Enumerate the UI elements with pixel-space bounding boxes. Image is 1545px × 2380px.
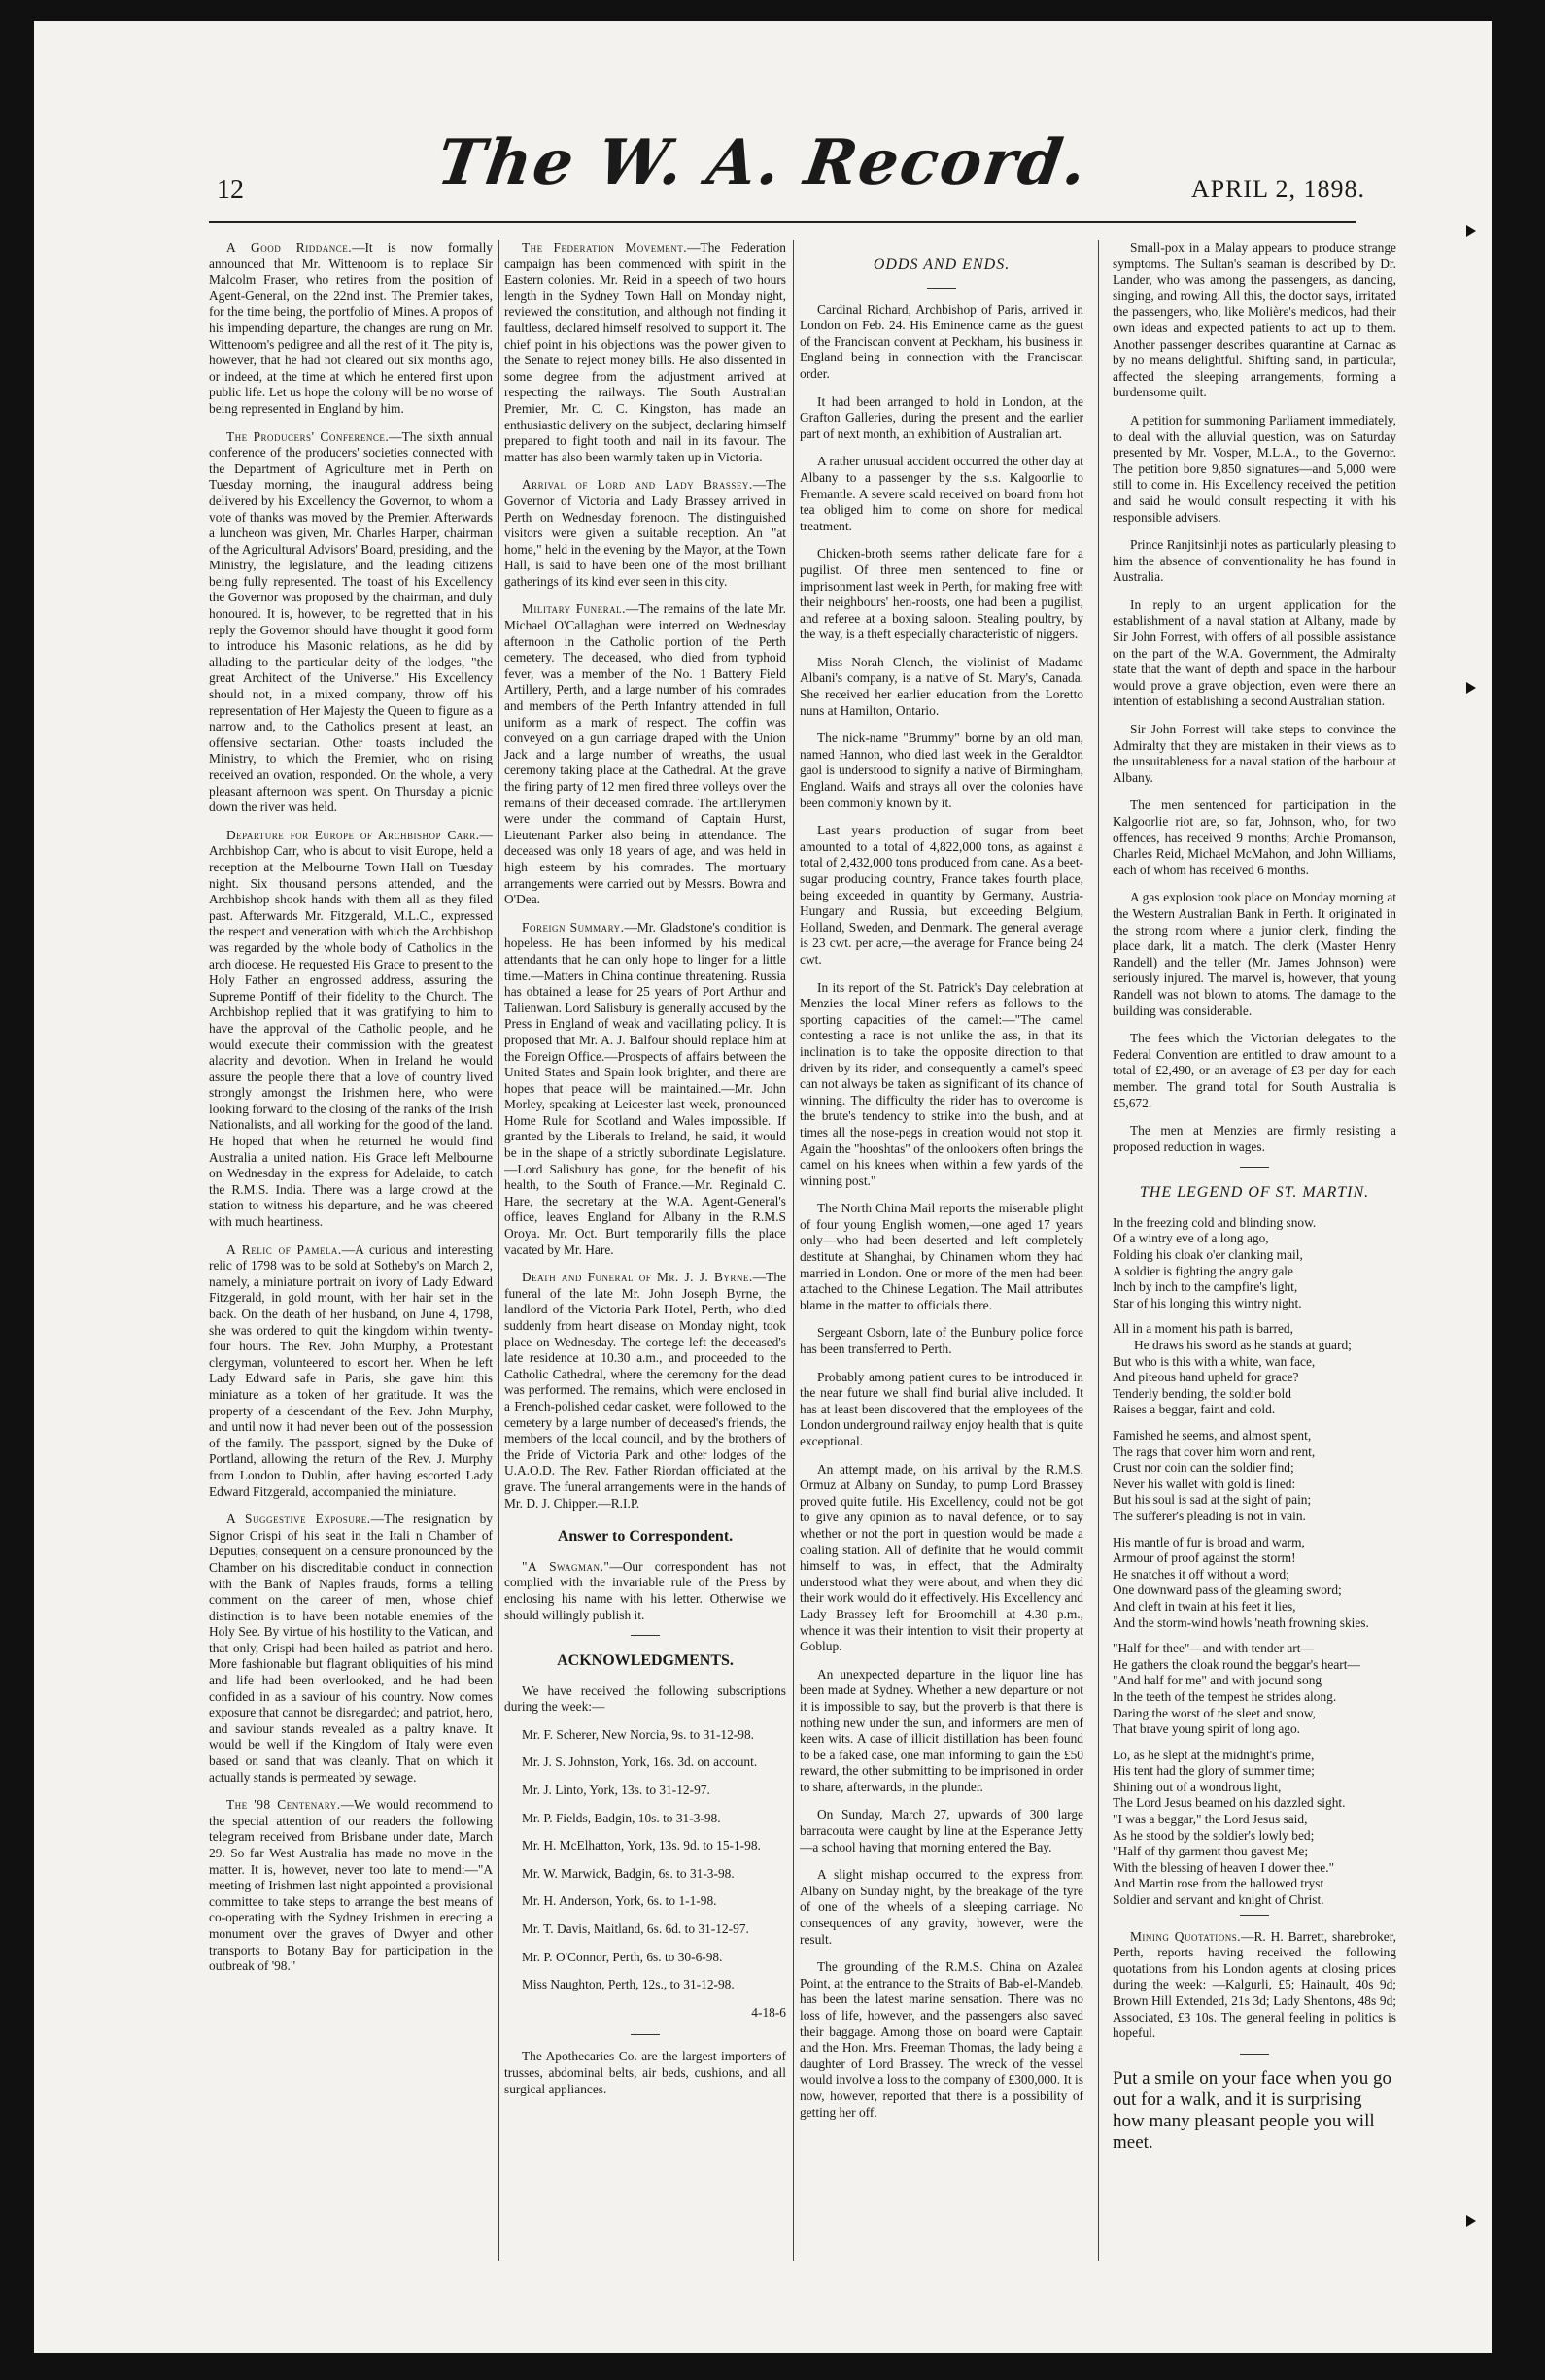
column-1 (209, 240, 493, 2261)
news-item: The nick-name "Brummy" borne by an old man, named Hannon, who died last week in the Geraldton gaol is understood to signify a native of Birmingham, England. Waifs and strays all over the colonies have been commonly known by it. (800, 731, 1083, 810)
news-item: The men sentenced for participation in the Kalgoorlie riot are, so far, Johnson, who, for two offences, has received 9 months; Archie Promanson, Charles Reid, Michael McMahon, and John Williams, each of whom has received 6 months. (1113, 798, 1396, 877)
subscription-item: Mr. H. McElhatton, York, 13s. 9d. to 15-1-98. (522, 1838, 761, 1853)
news-item: It had been arranged to hold in London, at the Grafton Galleries, during the present and the earlier part of next month, an exhibition of Australian art. (800, 393, 1083, 441)
article-paragraph (504, 240, 786, 465)
poem-line: And piteous hand upheld for grace? (1113, 1370, 1299, 1385)
column-divider (1098, 240, 1099, 2261)
column-4 (1113, 240, 1396, 2261)
article-lead: The Producers' Conference. (226, 428, 390, 444)
column-2 (504, 240, 786, 2261)
poem-line: The sufferer's pleading is not in vain. (1113, 1508, 1306, 1523)
answer-paragraph (504, 1559, 786, 1623)
smile-ad: Put a smile on your face when you go out for a walk, and it is surprising how many pleasant people you will meet. (1113, 2067, 1392, 2153)
answer-heading: Answer to Correspondent. (557, 1528, 734, 1546)
subscription-item: Mr. J. S. Johnston, York, 16s. 3d. on account. (522, 1754, 758, 1770)
separator (1240, 1915, 1269, 1916)
subscription-item: Mr. H. Anderson, York, 6s. to 1-1-98. (522, 1893, 717, 1909)
poem-line: Raises a beggar, faint and cold. (1113, 1402, 1276, 1417)
apothecaries-ad: The Apothecaries Co. are the largest importers of trusses, abdominal belts, air beds, cushions, and all surgical appliances. (504, 2049, 786, 2096)
newspaper-page (34, 21, 1492, 2353)
news-item: Chicken-broth seems rather delicate fare for a pugilist. Of three men sentenced to fine or imprisonment last week in Perth, for making free with their neighbours' hen-roosts, one had been a pugilist, and referee at a boxing saloon. Stealing poultry, by the way, is a theft especially characteristic of niggers. (800, 546, 1083, 642)
poem-line: "Half for thee"—and with tender art— (1113, 1641, 1314, 1656)
news-item: Probably among patient cures to be introduced in the near future we shall find burial alive included. It has at least been discovered that the employees of the London underground railway enjoy health that is quite exceptional. (800, 1369, 1083, 1448)
separator (1240, 2054, 1269, 2055)
poem-line: But his soul is sad at the sight of pain; (1113, 1492, 1312, 1508)
subscription-item: Mr. W. Marwick, Badgin, 6s. to 31-3-98. (522, 1865, 735, 1881)
poem-line: Famished he seems, and almost spent, (1113, 1428, 1312, 1443)
separator (927, 288, 956, 289)
poem-line: Shining out of a wondrous light, (1113, 1779, 1282, 1794)
news-item: A rather unusual accident occurred the other day at Albany to a passenger by the s.s. Kalgoorlie to Fremantle. A severe scald received on board from hot tea obliged him to come on shore for medical treatment. (800, 454, 1083, 533)
acknowledgments-heading: ACKNOWLEDGMENTS. (557, 1652, 734, 1670)
news-item: In reply to an urgent application for the establishment of a naval station at Albany, made by Sir John Forrest, with offers of all possible assistance on the part of the W.A. Government, the Admiralty state that the want of depth and space in the harbour would prove a grave objection, even were there an intention of establishing a second Australian station. (1113, 596, 1396, 709)
poem-line: As he stood by the soldier's lowly bed; (1113, 1827, 1315, 1843)
news-item: A petition for summoning Parliament immediately, to deal with the alluvial question, was on Saturday presented by Mr. Vosper, M.L.A., to the Governor. The petition bore 9,850 signatures—and 5,000 were still to come in. His Excellency received the petition and said he would consult respecting it with his responsible advisers. (1113, 412, 1396, 525)
acknowledgments-intro: We have received the following subscriptions during the week:— (504, 1683, 786, 1715)
article-text: —Mr. Gladstone's condition is hopeless. He has been informed by his medical attendants that he can only hope to linger for a little time.—Matters in China continue threatening. Russia has obtained a lease for 25 years of Port Arthur and Talienwan. Lord Salisbury is generally accused by the Press in England of weak and vacillating policy. It is proposed that Mr. A. J. Balfour should replace him at the Foreign Office.—Prospects of affairs between the United States and Spain look brighter, and there are hopes that peace will be maintained.—Mr. John Morley, speaking at Leicester last week, pronounced Home Rule for Scotland and Wales impossible. If granted by the Liberals to Ireland, he said, it would be in the shape of a strictly subordinate Legislature.—Lord Salisbury has gone, for the benefit of his health, to the South of France.—Mr. Reginald C. Hare, the secretary at the W.A. Agent-General's office, leaves England for Albany in the R.M.S Oroya. Mr. Oct. Burt temporarily fills the place vacated by Mr. Hare. (504, 919, 786, 1257)
article-paragraph (504, 601, 786, 907)
separator (1240, 1167, 1269, 1168)
answer-text: —Our correspondent has not complied with the invariable rule of the Press by enclosing his name with his letter. Otherwise we should willingly publish it. (504, 1558, 786, 1622)
news-item: Last year's production of sugar from beet amounted to a total of 4,822,000 tons, as against a total of 2,432,000 tons produced from cane. As a beet-sugar producing country, France takes fourth place, being exceeded in quantity by Germany, Austria-Hungary and Russia, but exceeding Belgium, Holland, Sweden, and Denmark. The general average is 23 cwt. per acre,—the average for France being 24 cwt. (800, 823, 1083, 967)
poem-line: Of a wintry eve of a long ago, (1113, 1231, 1269, 1246)
article-lead: Death and Funeral of Mr. J. J. Byrne. (522, 1270, 753, 1285)
news-item: Prince Ranjitsinhji notes as particularly pleasing to him the absence of conventionality he has found in Australia. (1113, 537, 1396, 585)
article-lead: Military Funeral. (522, 601, 626, 617)
news-item: An unexpected departure in the liquor line has been made at Sydney. Whether a new departure or not it is impossible to say, but the proverb is that there is nothing new under the sun, and informers are men of keen wits. A case of illicit distillation has been found to be a faked case, one man informing to gain the £50 reward, the other submitting to be imprisoned in order to share, afterwards, in the plunder. (800, 1666, 1083, 1794)
poem-line: Inch by inch to the campfire's light, (1113, 1279, 1298, 1295)
poem-line: His tent had the glory of summer time; (1113, 1763, 1315, 1779)
poem-line: The Lord Jesus beamed on his dazzled sight. (1113, 1795, 1346, 1811)
subscription-item: Mr. J. Linto, York, 13s. to 31-12-97. (522, 1783, 710, 1798)
news-item: A gas explosion took place on Monday morning at the Western Australian Bank in Perth. It originated in the strong room where a junior clerk, finding the place dark, lit a match. The clerk (Master Henry Randell) and the teller (Mr. James Johnson) were seriously injured. The marvel is, however, that young Randell was not blown to atoms. The damage to the building was considerable. (1113, 890, 1396, 1018)
margin-arrow-icon (1466, 225, 1476, 237)
subscription-item: Mr. P. O'Connor, Perth, 6s. to 30-6-98. (522, 1949, 723, 1964)
odds-heading: ODDS AND ENDS. (873, 256, 1011, 273)
poem-line: Never his wallet with gold is lined: (1113, 1476, 1296, 1491)
poem-line: That brave young spirit of long ago. (1113, 1721, 1301, 1737)
poem-line: The rags that cover him worn and rent, (1113, 1444, 1316, 1459)
poem-line: A soldier is fighting the angry gale (1113, 1263, 1293, 1278)
poem-line: Soldier and servant and knight of Christ. (1113, 1892, 1324, 1908)
poem-line: "And half for me" and with jocund song (1113, 1673, 1322, 1688)
header-rule (209, 221, 1356, 223)
poem-line: But who is this with a white, wan face, (1113, 1353, 1316, 1369)
news-item: An attempt made, on his arrival by the R.M.S. Ormuz at Albany on Sunday, to pump Lord Brassey proved quite futile. His Excellency, could not be got to give any opinion as to naval defence, or to say whether or not the port in question would be made a coaling station. All of definite that he would commit himself to was, in effect, that the Admiralty understood what they were about, and when they did their work would do it effectively. His Excellency and Lady Brassey left for Broomehill at 4.30 p.m., whence it was their intention to visit their property at Goblup. (800, 1461, 1083, 1654)
margin-arrow-icon (1466, 2215, 1476, 2227)
poem-line: He draws his sword as he stands at guard; (1134, 1338, 1352, 1353)
column-divider (498, 240, 499, 2261)
subscription-item: Mr. F. Scherer, New Norcia, 9s. to 31-12-98. (522, 1726, 755, 1742)
poem-line: And Martin rose from the hallowed tryst (1113, 1876, 1324, 1891)
article-paragraph (504, 920, 786, 1258)
article-paragraph (209, 1242, 493, 1501)
article-paragraph (504, 477, 786, 590)
article-text: —The sixth annual conference of the producers' societies connected with the Department of Agriculture met in Perth on Tuesday morning, the inaugural address being delivered by his Excellency the Governor, to whom a vote of thanks was moved by the Premier. Afterwards a luncheon was given, Mr. Charles Harper, chairman of the Agricultural Advisors' Board, presiding, and the Ministry, the legislature, and the leading citizens being fully represented. The toast of his Excellency the Governor was proposed by the chairman, and duly honoured. It is, however, to be regretted that in his reply the Governor should have thought it good form to introduce his Masonic relations, as he did by alluding to the particular deity of the lodges, "the great Architect of the Universe." His Excellency should not, in a mixed company, throw off his representation of Her Majesty the Queen to figure as a narrow and, to the Catholics present at least, an offensive sectarian. Other toasts included the Ministry, to which the Premier, who on rising received an ovation, responded. On the whole, a very pleasant afternoon was spent. On Thursday a picnic down the river was held. (209, 428, 493, 815)
poem-line: "Half of thy garment thou gavest Me; (1113, 1844, 1309, 1859)
article-paragraph (209, 1797, 493, 1975)
margin-arrow-icon (1466, 682, 1476, 694)
subscription-item: Miss Naughton, Perth, 12s., to 31-12-98. (522, 1977, 735, 1992)
issue-date: APRIL 2, 1898. (1190, 175, 1365, 203)
poem-line: He gathers the cloak round the beggar's heart— (1113, 1656, 1360, 1672)
article-text: —It is now formally announced that Mr. Wittenoom is to replace Sir Malcolm Fraser, who retires from the position of Agent-General, on the 22nd inst. The Premier takes, for the time being, the portfolio of Mines. A propos of his impending departure, the changes are rung on Mr. Wittenoom's pedigree and all the rest of it. The pity is, however, that he had not cleared out six months ago, or indeed, at the time at which he entered first upon public life. Let us hope the colony will be no worse of being represented in England by him. (209, 240, 493, 416)
acknowledgments-list (504, 1727, 786, 1993)
article-text: —The remains of the late Mr. Michael O'Callaghan were interred on Wednesday afternoon in the Catholic portion of the Perth cemetery. The deceased, who died from typhoid fever, was a member of the No. 1 Battery Field Artillery, Perth, and a large number of his comrades and members of the Perth Infantry attended in full uniform as a mark of respect. The coffin was conveyed on a gun carriage draped with the Union Jack and a large number of wreaths, the usual ceremony taking place at the Cathedral. At the grave the firing party of 12 men fired three volleys over the remains of their deceased comrade. The artillerymen were under the command of Captain Hurst, Lieutenant Parker also being in attendance. The deceased was only 18 years of age, and was held in high esteem by his comrades. The mortuary arrangements were carried out by Messrs. Bowra and O'Dea. (504, 601, 786, 907)
poem-line: In the freezing cold and blinding snow. (1113, 1214, 1317, 1230)
poem-line: His mantle of fur is broad and warm, (1113, 1534, 1305, 1549)
news-item: The North China Mail reports the miserable plight of four young English women,—one aged 17 years only—who had been deserted and left completely destitute at Shanghai, by Chinamen whom they had married in London. One or more of the men had been attached to the Chinese Legation. The Mail attributes blame in the matter to officials there. (800, 1201, 1083, 1312)
poem-line: Crust nor coin can the soldier find; (1113, 1460, 1294, 1476)
poem-heading: THE LEGEND OF ST. MARTIN. (1139, 1184, 1370, 1202)
article-lead: Departure for Europe of Archbishop Carr. (226, 827, 480, 842)
news-item: Sergeant Osborn, late of the Bunbury police force has been transferred to Perth. (800, 1325, 1083, 1357)
article-paragraph (209, 828, 493, 1231)
news-item: The men at Menzies are firmly resisting a proposed reduction in wages. (1113, 1123, 1396, 1154)
poem-line: Folding his cloak o'er clanking mail, (1113, 1247, 1303, 1263)
article-text: —Archbishop Carr, who is about to visit Europe, held a reception at the Melbourne Town Hall on Tuesday night. Six thousand persons attended, and the Archbishop shook hands with them all as they filed past. Afterwards Mr. Fitzgerald, M.L.C., expressed the respect and veneration with which the Archbishop was regarded by the whole body of Catholics in the arch diocese. He requested His Grace to present to the Holy Father an engrossed address, assuring the Supreme Pontiff of their fidelity to the Church. The Archbishop replied that it was gratifying to him to have the approval of the Catholic people, and he would execute their commission with the greatest alacrity and devotion. When in Ireland he would assure the people there that a love of country lived strongly amongst the Irishmen here, who were looking forward to the closing of the ranks of the Irish Nationalists, and all working for the good of the land. He hoped that when he returned he would find Australia a united nation. His Grace left Melbourne on Wednesday in the express for Adelaide, to catch the R.M.S. India. There was a large crowd at the station to witness his departure, and he was cheered with much heartiness. (209, 827, 493, 1230)
mining-paragraph (1113, 1929, 1396, 2042)
poem-lines (1113, 1215, 1396, 1909)
article-lead: A Relic of Pamela. (226, 1241, 342, 1257)
subscription-item: Mr. P. Fields, Badgin, 10s. to 31-3-98. (522, 1810, 721, 1825)
article-lead: A Good Riddance. (226, 240, 353, 255)
article-text: —The Governor of Victoria and Lady Brassey arrived in Perth on Wednesday forenoon. The distinguished visitors were given a suitable reception. An "at home," held in the evening by the Mayor, at the Town Hall, is said to have been one of the most brilliant gatherings of its kind ever seen in this city. (504, 477, 786, 589)
article-text: —The Federation campaign has been commenced with spirit in the Eastern colonies. Mr. Reid in a speech of two hours length in the Sydney Town Hall on Monday night, reviewed the constitution, and although not finding it faultless, declared himself resolved to support it. The chief point in his objections was the power given to the Senate to reject money bills. He also dissented in some degree from the adjustment arrived at respecting the railways. The South Australian Premier, Mr. C. C. Kingston, has made an enthusiastic delivery on the subject, declaring himself prepared to fight tooth and nail in its favour. The matter has also been warmly taken up in Victoria. (504, 240, 786, 464)
news-item: Miss Norah Clench, the violinist of Madame Albani's company, is a native of St. Mary's, Canada. She received her earlier education from the Loretto nuns at Hamilton, Ontario. (800, 654, 1083, 718)
poem-line: One downward pass of the gleaming sword; (1113, 1582, 1342, 1598)
article-paragraph (504, 1270, 786, 1512)
news-item: In its report of the St. Patrick's Day celebration at Menzies the local Miner refers as follows to the sporting capacities of the camel:—"The camel contesting a race is not unlike the ass, in that its inclination is to take the opposite direction to that driven by its rider, and consequently a camel's speed can not always be taken as significant of its chance of winning. The difficulty the rider has to overcome is the brute's tendency to strike into the bush, and at times all the nose-pegs in creation would not stop it. Again the "hooshtas" of the onlookers often brings the camel on his knees when within a few yards of the winning post." (800, 979, 1083, 1188)
mining-lead: Mining Quotations. (1130, 1928, 1242, 1944)
column-divider (793, 240, 794, 2261)
separator (631, 2034, 660, 2035)
article-paragraph (209, 429, 493, 816)
article-text: —We would recommend to the special attention of our readers the following telegram received from Brisbane under date, March 29. So far West Australia has made no move in the matter. It is, however, never too late to mend:—"A meeting of Irishmen last night appointed a provisional committee to take steps to arrange the best means of co-operating with the Sydney Irishmen in erecting a monument over the graves of Dwyer and other transports to Botany Bay for participation in the outbreak of '98." (209, 1797, 493, 1974)
article-lead: A Suggestive Exposure. (226, 1512, 371, 1527)
article-lead: The '98 Centenary. (226, 1797, 341, 1813)
subscription-item: Mr. T. Davis, Maitland, 6s. 6d. to 31-12-97. (522, 1921, 749, 1937)
page-header (34, 21, 1492, 245)
article-text: —The funeral of the late Mr. John Joseph Byrne, the landlord of the Victoria Park Hotel, Perth, who died suddenly from heart disease on Monday night, took place on Wednesday. The cortege left the deceased's late residence at 10.30 a.m., and proceeded to the Catholic Cathedral, where the ceremony for the dead was performed. The remains, which were enclosed in a French-polished cedar casket, were followed to the cemetery by a large number of deceased's friends, the members of the local council, and by the brothers of the Pride of Victoria Park and other lodges of the U.A.O.D. The Rev. Father Riordan officiated at the grave. The funeral arrangements were in the hands of Mr. D. J. Chipper.—R.I.P. (504, 1270, 786, 1511)
acknowledgments-ref: 4-18-6 (751, 2004, 786, 2020)
news-item: Cardinal Richard, Archbishop of Paris, arrived in London on Feb. 24. His Eminence came as the guest of the Franciscan convent at Peckham, his business in England being in connection with the Franciscan order. (800, 301, 1083, 381)
article-lead: Foreign Summary. (522, 919, 625, 935)
column-3 (800, 240, 1083, 2261)
answer-lead: "A Swagman." (522, 1558, 610, 1574)
page-number: 12 (217, 175, 244, 205)
poem-line: Star of his longing this wintry night. (1113, 1295, 1302, 1310)
news-item: On Sunday, March 27, upwards of 300 large barracouta were caught by line at the Esperance Jetty—a school having that morning entered the Bay. (800, 1807, 1083, 1854)
news-item: Small-pox in a Malay appears to produce strange symptoms. The Sultan's seaman is described by Dr. Lander, who was among the passengers, as dancing, singing, and rowing. All this, the doctor says, irritated the passengers, who, like Molière's medicos, had their own ideas and expected patients to act up to them. Another passenger describes quarantine at Carnac as by no means delightful. Shifting sand, in particular, affected the sleeping arrangements, forming a burdensome quilt. (1113, 240, 1396, 400)
article-text: —A curious and interesting relic of 1798 was to be sold at Sotheby's on March 2, namely, a miniature portrait on ivory of Lady Edward Fitzgerald, in gold mount, with her hair set in the back. On the death of her husband, on June 4, 1798, she was ordered to quit the kingdom within twenty-four hours. The Rev. John Murphy, a Protestant clergyman, volunteered to escort her. When he left Lady Edward safe in Paris, she gave him this miniature as a token of her gratitude. It was the property of a descendant of the Rev. John Murphy, and until now it had never been out of the possession of the family. The passport, signed by the Duke of Portland, allowing the return of the Rev. J. Murphy from London to Dublin, after having escorted Lady Edward Fitzgerald, accompanied the miniature. (209, 1241, 493, 1499)
article-paragraph (209, 1512, 493, 1785)
article-paragraph (209, 240, 493, 418)
poem-line: Daring the worst of the sleet and snow, (1113, 1705, 1316, 1720)
article-lead: Arrival of Lord and Lady Brassey. (522, 477, 753, 493)
poem-line: And cleft in twain at his feet it lies, (1113, 1598, 1296, 1614)
poem-line: Armour of proof against the storm! (1113, 1550, 1296, 1566)
poem-line: All in a moment his path is barred, (1113, 1321, 1293, 1337)
news-item: The grounding of the R.M.S. China on Azalea Point, at the entrance to the Straits of Bab-el-Mandeb, has been the latest marine sensation. There was no loss of life, however, and the passengers also saved their baggage. Among those on board were Captain and the Hon. Mrs. Freeman Thomas, the lady being a daughter of Lord Brassey. The wreck of the vessel would involve a loss to the company of £300,000. It is now, however, reported that there is a possibility of getting her off. (800, 1959, 1083, 2120)
news-item: A slight mishap occurred to the express from Albany on Sunday night, by the breakage of the tyre of one of the wheels of a sleeping carriage. No consequences of any gravity, however, were the result. (800, 1867, 1083, 1947)
article-text: —The resignation by Signor Crispi of his seat in the Itali n Chamber of Deputies, consequent on a censure pronounced by the Chamber on his discreditable conduct in connection with the Bank of Naples frauds, forms a telling comment on the career of men, whose chief distinction is to have been notable enemies of the Holy See. By virtue of his hostility to the Vatican, and that only, Crispi had been hailed as patriot and hero. More fashionable but flagrant obliquities of his mind and life had been overlooked, and he had been confided in as a saviour of his country. Now comes exposure that cannot be disregarded; and patriot, hero, and saviour stands revealed as a paltry knave. It would be well if the Kingdom of Italy were even based on sand that was cleanly. That on which it actually stands is permeated by sewage. (209, 1512, 493, 1785)
masthead: The W. A. Record. (432, 126, 1093, 199)
poem-line: With the blessing of heaven I dower thee." (1113, 1859, 1335, 1875)
separator (631, 1635, 660, 1636)
article-lead: The Federation Movement. (522, 240, 688, 255)
news-item: Sir John Forrest will take steps to convince the Admiralty that they are mistaken in their views as to the unsuitableness for a naval station of the harbour at Albany. (1113, 722, 1396, 785)
poem-line: "I was a beggar," the Lord Jesus said, (1113, 1812, 1308, 1827)
poem-line: Tenderly bending, the soldier bold (1113, 1385, 1291, 1401)
poem-line: And the storm-wind howls 'neath frowning skies. (1113, 1615, 1369, 1630)
poem-line: In the teeth of the tempest he strides along. (1113, 1688, 1337, 1704)
news-item: The fees which the Victorian delegates to the Federal Convention are entitled to draw amount to a total of £2,490, or an average of £3 per day for each member. The grand total for South Australia is £5,672. (1113, 1031, 1396, 1110)
mining-text: —R. H. Barrett, sharebroker, Perth, reports having received the following quotations from his London agents at closing prices during the week: —Kalgurli, £5; Hainault, 40s 9d; Brown Hill Extended, 21s 3d; Lady Shentons, 48s 9d; Associated, £3 10s. The general feeling in politics is hopeful. (1113, 1928, 1396, 2041)
poem-line: Lo, as he slept at the midnight's prime, (1113, 1747, 1315, 1762)
poem-line: He snatches it off without a word; (1113, 1566, 1289, 1581)
